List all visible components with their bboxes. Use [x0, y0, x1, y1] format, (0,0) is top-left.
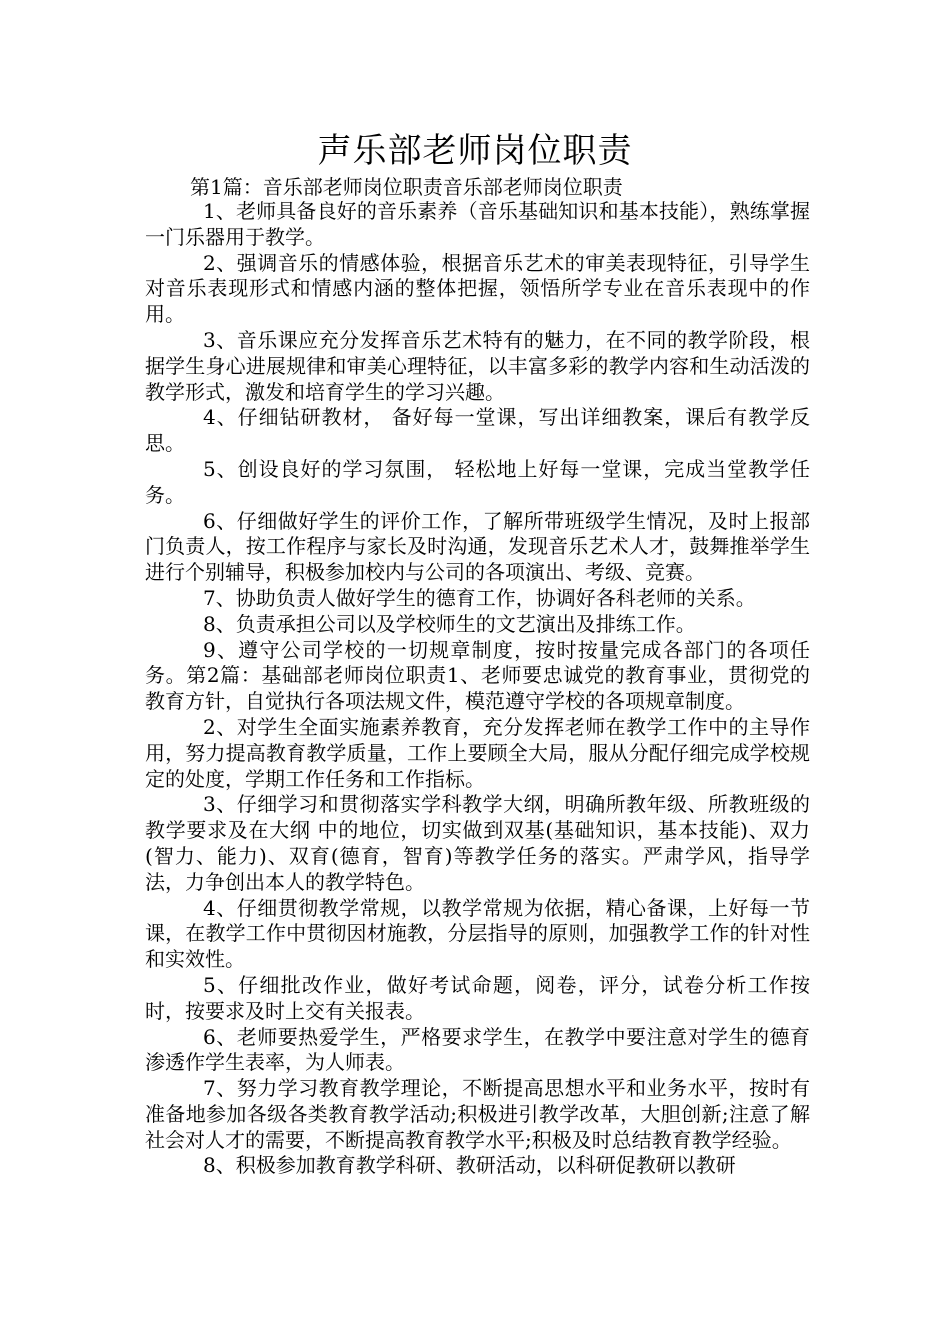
paragraph-11: 3、仔细学习和贯彻落实学科教学大纲，明确所教年级、所教班级的教学要求及在大纲 中的地位，切实做到双基(基础知识，基本技能)、双力(智力、能力)、双育(德育，智育)等教学任务的落实。严肃学风，指导学法，力争创出本人的教学特色。: [145, 792, 810, 894]
paragraph-9: 9、遵守公司学校的一切规章制度，按时按量完成各部门的各项任务。第2篇：基础部老师岗位职责1、老师要忠诚党的教育事业，贯彻党的教育方针，自觉执行各项法规文件，模范遵守学校的各项规章制度。: [145, 637, 810, 714]
paragraph-2: 2、强调音乐的情感体验，根据音乐艺术的审美表现特征，引导学生对音乐表现形式和情感内涵的整体把握，领悟所学专业在音乐表现中的作用。: [145, 250, 810, 327]
document-body: [145, 199, 810, 1179]
paragraph-10: 2、对学生全面实施素养教育，充分发挥老师在教学工作中的主导作用，努力提高教育教学质量，工作上要顾全大局，服从分配仔细完成学校规定的处度，学期工作任务和工作指标。: [145, 714, 810, 791]
paragraph-13: 5、仔细批改作业，做好考试命题，阅卷，评分，试卷分析工作按时，按要求及时上交有关报表。: [145, 972, 810, 1023]
paragraph-3: 3、音乐课应充分发挥音乐艺术特有的魅力，在不同的教学阶段，根据学生身心进展规律和审美心理特征，以丰富多彩的教学内容和生动活泼的教学形式，激发和培育学生的学习兴趣。: [145, 327, 810, 404]
paragraph-4: 4、仔细钻研教材， 备好每一堂课，写出详细教案，课后有教学反思。: [145, 405, 810, 456]
paragraph-1: 1、老师具备良好的音乐素养（音乐基础知识和基本技能），熟练掌握一门乐器用于教学。: [145, 199, 810, 249]
paragraph-16: 8、积极参加教育教学科研、教研活动，以科研促教研以教研: [203, 1153, 736, 1178]
paragraph-12: 4、仔细贯彻教学常规，以教学常规为依据，精心备课，上好每一节课，在教学工作中贯彻因材施教，分层指导的原则，加强教学工作的针对性和实效性。: [145, 895, 810, 972]
paragraph-8: 8、负责承担公司以及学校师生的文艺演出及排练工作。: [203, 611, 696, 636]
paragraph-6: 6、仔细做好学生的评价工作，了解所带班级学生情况，及时上报部门负责人，按工作程序与家长及时沟通，发现音乐艺术人才，鼓舞推举学生进行个别辅导，积极参加校内与公司的各项演出、考级、竞赛。: [145, 508, 810, 585]
paragraph-5: 5、创设良好的学习氛围， 轻松地上好每一堂课，完成当堂教学任务。: [145, 456, 810, 507]
section-heading: 第1篇：音乐部老师岗位职责音乐部老师岗位职责: [190, 175, 623, 199]
paragraph-15: 7、努力学习教育教学理论，不断提高思想水平和业务水平，按时有准备地参加各级各类教育教学活动;积极进引教学改革，大胆创新;注意了解社会对人才的需要，不断提高教育教学水平;积极及时总结教育教学经验。: [145, 1076, 810, 1152]
paragraph-7: 7、协助负责人做好学生的德育工作，协调好各科老师的关系。: [203, 585, 756, 610]
document-title: 声乐部老师岗位职责: [317, 131, 633, 171]
paragraph-14: 6、老师要热爱学生，严格要求学生，在教学中要注意对学生的德育渗透作学生表率，为人师表。: [145, 1024, 810, 1075]
